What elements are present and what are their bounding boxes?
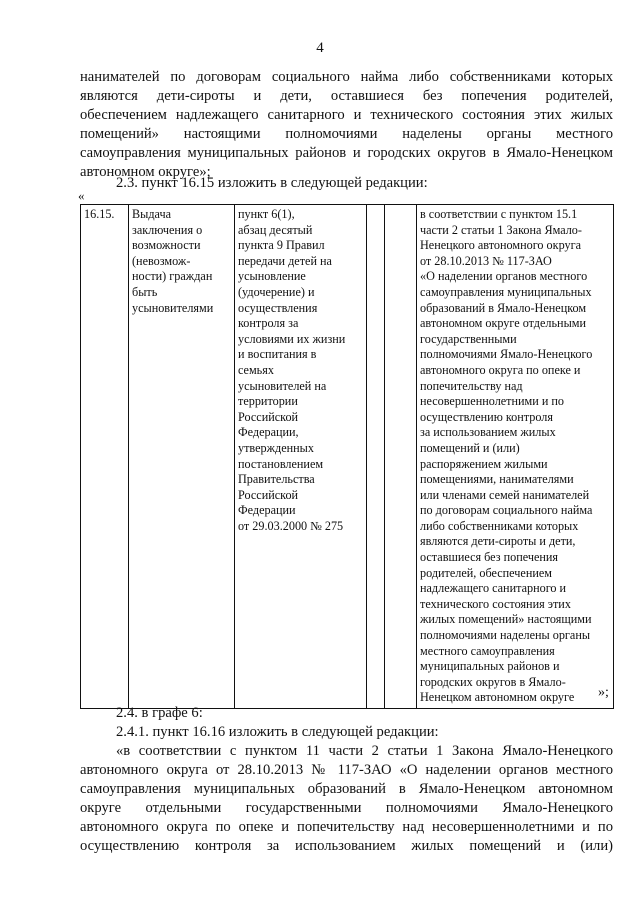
cell-empty-col5 [385, 205, 417, 709]
law-line: являются дети-сироты и дети, [420, 534, 576, 549]
law-line: или членами семей нанимателей [420, 487, 590, 502]
law-line: Ненецкого автономного округа [420, 238, 582, 253]
intro-paragraph [80, 68, 613, 182]
legal-basis-line: постановлением [238, 456, 324, 471]
law-line: автономного округа по опеке и [420, 362, 581, 377]
item-2-4: 2.4. в графе 6: [116, 705, 203, 721]
intro-line: самоуправления муниципальных районов и городских округов в Ямало-Ненецком [80, 145, 613, 161]
intro-line: помещений» настоящими полномочиями наделены органы местного [80, 126, 613, 142]
law-line: от 28.10.2013 № 117-ЗАО [420, 253, 552, 268]
legal-basis-line: и воспитания в [238, 347, 317, 362]
item-2-3: 2.3. пункт 16.15 изложить в следующей редакции: [116, 175, 428, 191]
law-line: надлежащего санитарного и [420, 581, 567, 596]
intro-line: обеспечением надлежащего санитарного и технического состояния этих жилых [80, 107, 613, 123]
legal-basis-line: территории [238, 394, 298, 409]
intro-line: являются дети-сироты и дети, оставшиеся без попечения родителей, [80, 88, 613, 104]
law-line: «О наделении органов местного [420, 269, 588, 284]
legal-basis-line: от 29.03.2000 № 275 [238, 518, 344, 533]
item-2-4-1: 2.4.1. пункт 16.16 изложить в следующей редакции: [116, 724, 439, 740]
final-line: автономного округа по опеке и попечительству над несовершеннолетними и по [80, 819, 613, 835]
amendment-table [80, 204, 614, 709]
legal-basis-line: Российской [238, 409, 299, 424]
open-quote: « [78, 188, 85, 203]
final-line: «в соответствии с пунктом 11 части 2 статьи 1 Закона Ямало-Ненецкого [116, 743, 613, 759]
legal-basis-line: передачи детей на [238, 253, 332, 268]
law-line: государственными [420, 331, 517, 346]
law-line: в соответствии с пунктом 15.1 [420, 207, 578, 221]
legal-basis-line: абзац десятый [238, 222, 313, 237]
legal-basis-line: усыновление [238, 269, 306, 284]
final-line: осуществлению контроля за использованием жилых помещений и (или) [80, 838, 613, 854]
law-line: полномочиями наделены органы [420, 628, 591, 643]
law-line: несовершеннолетними и по [420, 394, 565, 409]
law-line: попечительству над [420, 378, 523, 393]
legal-basis-line: (удочерение) и [238, 284, 315, 299]
law-line: части 2 статьи 1 Закона Ямало- [420, 222, 582, 237]
final-paragraph [80, 742, 613, 856]
legal-basis-line: Федерации [238, 503, 296, 518]
law-line: либо собственниками которых [420, 518, 579, 533]
service-name-line: усыновителями [132, 300, 214, 315]
service-name-line: Выдача [132, 207, 171, 221]
service-name-line: ности) граждан [132, 269, 213, 284]
legal-basis-line: условиями их жизни [238, 331, 346, 346]
legal-basis-line: усыновителей на [238, 378, 327, 393]
law-line: образований в Ямало-Ненецком [420, 300, 587, 315]
legal-basis-line: Федерации, [238, 425, 299, 440]
intro-line: нанимателей по договорам социального найма либо собственниками которых [80, 69, 613, 85]
intro-line: автономном округе»; [80, 164, 211, 180]
law-line: жилых помещений» настоящими [420, 612, 592, 627]
service-name-line: заключения о [132, 222, 203, 237]
table-row [81, 205, 614, 709]
law-line: технического состояния этих [420, 596, 571, 611]
law-line: полномочиями Ямало-Ненецкого [420, 347, 593, 362]
legal-basis-line: семьях [238, 362, 274, 377]
legal-basis-line: утвержденных [238, 440, 314, 455]
law-line: родителей, обеспечением [420, 565, 552, 580]
cell-legal-basis [235, 205, 367, 709]
cell-number [81, 205, 129, 709]
final-line: самоуправления муниципальных образований в Ямало-Ненецком автономном [80, 781, 613, 797]
law-line: распоряжением жилыми [420, 456, 548, 471]
law-line: осуществлению контроля [420, 409, 553, 424]
close-quote: »; [598, 685, 609, 700]
legal-basis-line: Правительства [238, 472, 315, 487]
legal-basis-line: Российской [238, 487, 299, 502]
law-line: Ненецком автономном округе [420, 690, 575, 705]
cell-law-reference [417, 205, 614, 709]
legal-basis-line: контроля за [238, 316, 299, 331]
law-line: городских округов в Ямало- [420, 674, 566, 689]
final-line: округе отдельными государственными полномочиями Ямало-Ненецкого [80, 800, 613, 816]
law-line: самоуправления муниципальных [420, 284, 592, 299]
legal-basis-line: пункт 6(1), [238, 207, 295, 221]
law-line: муниципальных районов и [420, 659, 560, 674]
legal-basis-line: осуществления [238, 300, 318, 315]
row-number: 16.15. [84, 207, 115, 221]
service-name-line: возможности [132, 238, 201, 253]
law-line: по договорам социального найма [420, 503, 593, 518]
law-line: автономном округе отдельными [420, 316, 586, 331]
legal-basis-line: пункта 9 Правил [238, 238, 325, 253]
page-number: 4 [316, 40, 324, 56]
service-name-line: быть [132, 284, 158, 299]
final-line: автономного округа от 28.10.2013 № 117-ЗАО «О наделении органов местного [80, 762, 613, 778]
cell-service-name [129, 205, 235, 709]
law-line: помещениями, нанимателями [420, 472, 574, 487]
law-line: помещений и (или) [420, 440, 520, 455]
cell-empty-col4 [367, 205, 385, 709]
law-line: оставшиеся без попечения [420, 550, 559, 565]
law-line: местного самоуправления [420, 643, 555, 658]
service-name-line: (невозмож- [132, 253, 191, 268]
law-line: за использованием жилых [420, 425, 556, 440]
